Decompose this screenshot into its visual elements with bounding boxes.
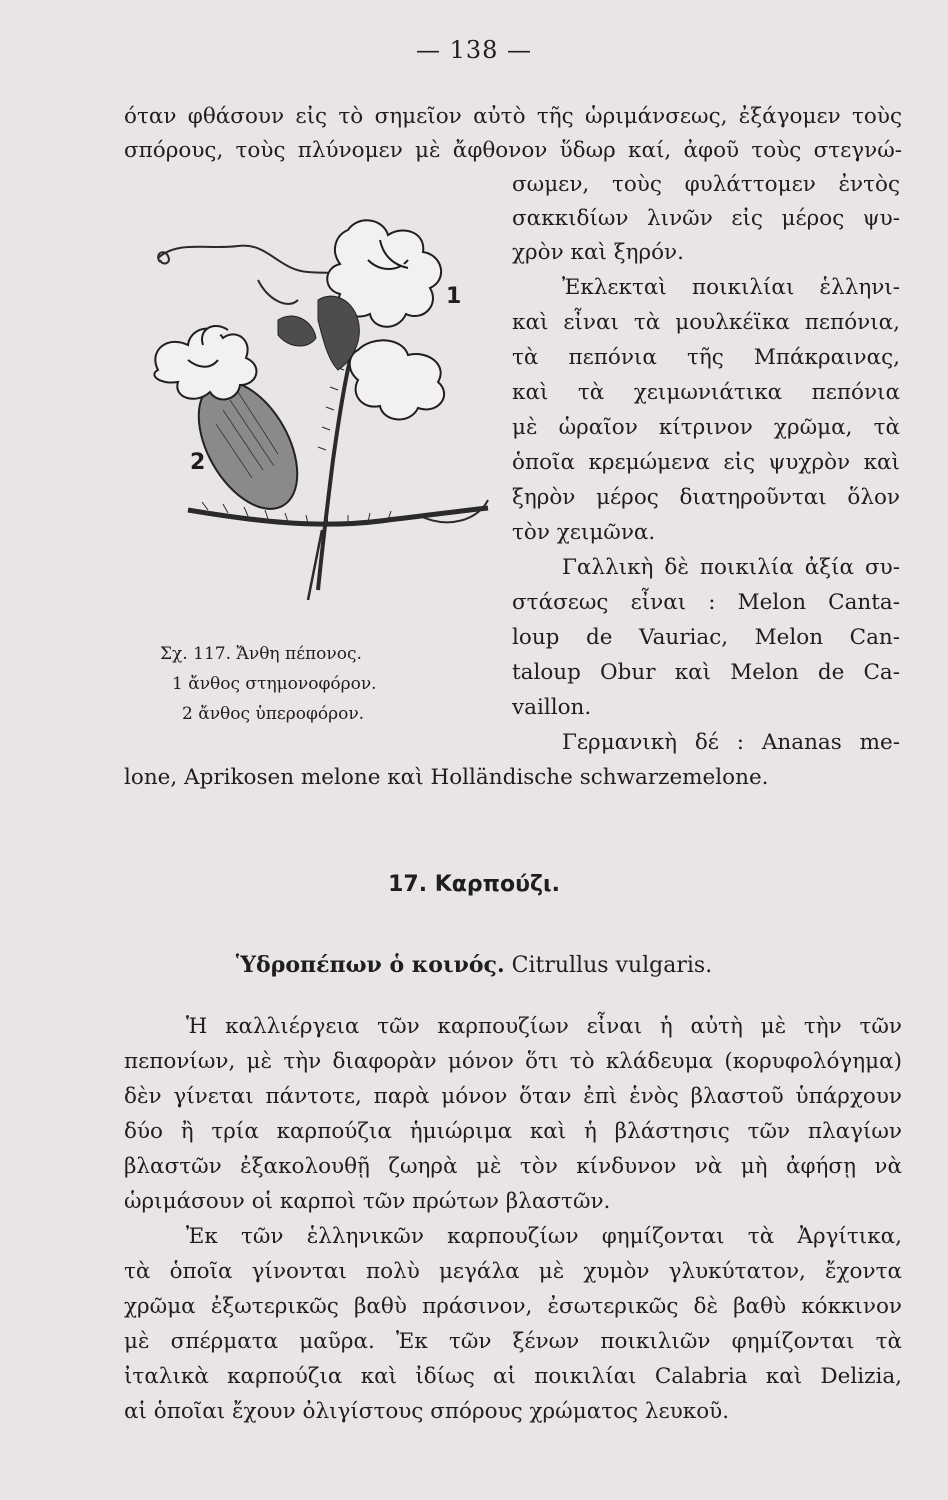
melon-flowers-illustration bbox=[118, 210, 508, 630]
text-line: ἰταλικὰ καρπούζια καὶ ἰδίως αἱ ποικιλίαι Calabria καὶ Delizia, bbox=[124, 1364, 902, 1389]
text-line: ὡριμάσουν οἱ καρποὶ τῶν πρώτων βλαστῶν. bbox=[124, 1189, 611, 1214]
text-line: χρὸν καὶ ξηρόν. bbox=[512, 240, 684, 265]
text-line: σπόρους, τοὺς πλύνομεν μὲ ἄφθονον ὕδωρ καί, ἀφοῦ τοὺς στεγνώ- bbox=[124, 138, 902, 163]
figure-label-1: 1 bbox=[446, 284, 462, 309]
text-line: σωμεν, τοὺς φυλάττομεν ἐντὸς bbox=[512, 172, 900, 197]
section-heading: 17. Καρπούζι. bbox=[388, 872, 560, 897]
text-line: lone, Aprikosen melone καὶ Holländische schwarzemelone. bbox=[124, 765, 769, 790]
text-line: όταν φθάσουν εἰς τὸ σημεῖον αὐτὸ τῆς ὡριμάνσεως, ἐξάγομεν τοὺς bbox=[124, 104, 902, 129]
figure-caption-title: Σχ. 117. Ἄνθη πέπονος. bbox=[160, 644, 362, 664]
figure-label-2: 2 bbox=[190, 450, 206, 475]
text-line: καὶ εἶναι τὰ μουλκέϊκα πεπόνια, bbox=[512, 310, 900, 335]
text-line: Ἡ καλλιέργεια τῶν καρπουζίων εἶναι ἡ αὐτὴ μὲ τὴν τῶν bbox=[186, 1014, 902, 1039]
text-line: αἱ ὁποῖαι ἔχουν ὀλιγίστους σπόρους χρώματος λευκοῦ. bbox=[124, 1399, 730, 1424]
text-line: taloup Obur καὶ Melon de Ca- bbox=[512, 660, 900, 685]
text-line: τὰ ὁποῖα γίνονται πολὺ μεγάλα μὲ χυμὸν γλυκύτατον, ἔχοντα bbox=[124, 1259, 902, 1284]
figure-caption-item-2: 2 ἄνθος ὑπεροφόρον. bbox=[182, 704, 365, 724]
text-line: Γερμανικὴ δέ : Ananas me- bbox=[562, 730, 900, 755]
text-line: στάσεως εἶναι : Melon Canta- bbox=[512, 590, 900, 615]
text-line: χρῶμα ἐξωτερικῶς βαθὺ πράσινον, ἐσωτερικῶς δὲ βαθὺ κόκκινον bbox=[124, 1294, 902, 1319]
text-line: σακκιδίων λινῶν εἰς μέρος ψυ- bbox=[512, 206, 900, 231]
text-line: Ἐκλεκταὶ ποικιλίαι ἑλληνι- bbox=[562, 275, 900, 300]
text-line: μὲ σπέρματα μαῦρα. Ἐκ τῶν ξένων ποικιλιῶν φημίζονται τὰ bbox=[124, 1329, 902, 1354]
page-number: — 138 — bbox=[415, 36, 533, 64]
text-line: ὁποῖα κρεμώμενα εἰς ψυχρὸν καὶ bbox=[512, 450, 900, 475]
species-latin-name: Citrullus vulgaris. bbox=[511, 953, 713, 978]
text-line: Γαλλικὴ δὲ ποικιλία ἀξία συ- bbox=[562, 555, 900, 580]
melon-flowers-drawing bbox=[118, 210, 508, 630]
text-line: Ἐκ τῶν ἑλληνικῶν καρπουζίων φημίζονται τὰ Ἀργίτικα, bbox=[186, 1224, 902, 1249]
figure-caption-item-1: 1 ἄνθος στημονοφόρον. bbox=[172, 674, 377, 694]
text-line: καὶ τὰ χειμωνιάτικα πεπόνια bbox=[512, 380, 900, 405]
text-line: δὲν γίνεται πάντοτε, παρὰ μόνον ὅταν ἐπὶ ἑνὸς βλαστοῦ ὑπάρχουν bbox=[124, 1084, 902, 1109]
text-line: μὲ ὡραῖον κίτρινον χρῶμα, τὰ bbox=[512, 415, 900, 440]
text-line: vaillon. bbox=[512, 695, 592, 720]
text-line: ξηρὸν μέρος διατηροῦνται ὅλον bbox=[512, 485, 900, 510]
text-line: πεπονίων, μὲ τὴν διαφορὰν μόνον ὅτι τὸ κλάδευμα (κορυφολόγημα) bbox=[124, 1049, 902, 1074]
text-line: δύο ἢ τρία καρπούζια ἡμιώριμα καὶ ἡ βλάστησις τῶν πλαγίων bbox=[124, 1119, 902, 1144]
text-line: loup de Vauriac, Melon Can- bbox=[512, 625, 900, 650]
text-line: βλαστῶν ἐξακολουθῇ ζωηρὰ μὲ τὸν κίνδυνον νὰ μὴ ἀφήσῃ νὰ bbox=[124, 1154, 902, 1179]
text-line: τὰ πεπόνια τῆς Μπάκραινας, bbox=[512, 345, 900, 370]
text-line: τὸν χειμῶνα. bbox=[512, 520, 656, 545]
species-greek-name: Ὑδροπέπων ὁ κοινός. bbox=[235, 952, 505, 978]
species-title bbox=[0, 952, 948, 978]
